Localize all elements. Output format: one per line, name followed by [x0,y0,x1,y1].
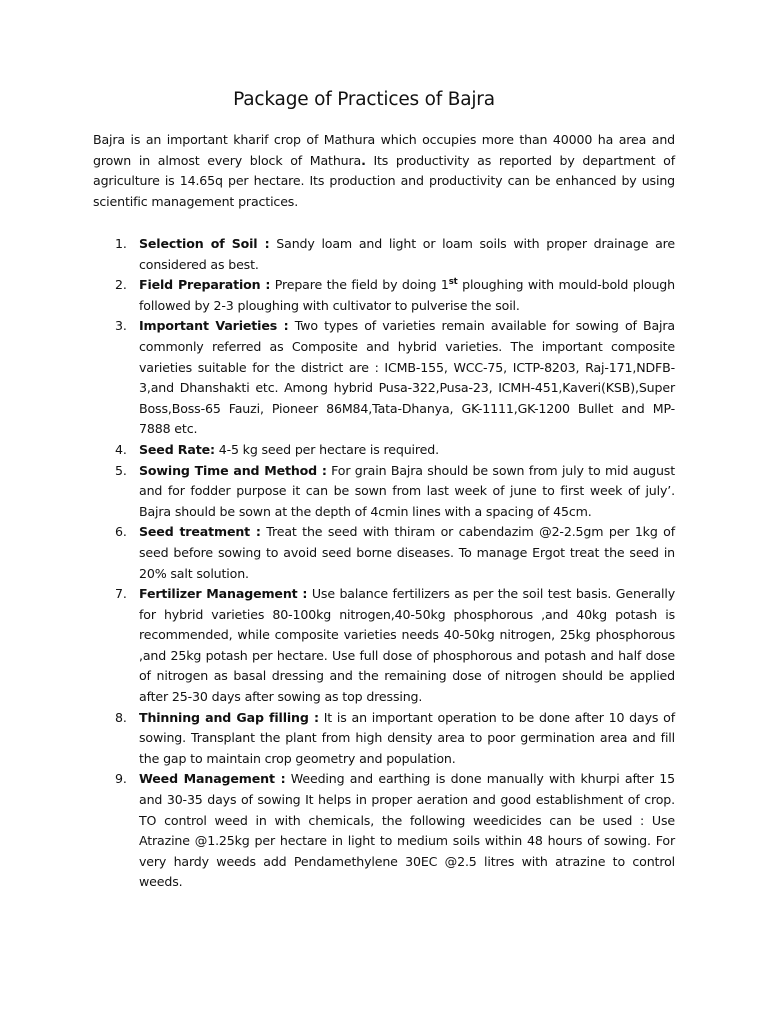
list-item-heading: Seed treatment : [139,524,261,540]
list-item-heading: Fertilizer Management : [139,586,308,602]
list-item-text: 4-5 kg seed per hectare is required. [214,441,439,457]
list-item-number: 3. [115,318,127,334]
list-item-number: 4. [115,441,127,457]
list-item-sowing-time [93,461,675,523]
list-item-heading: Field Preparation : [139,277,271,293]
list-item-selection-of-soil [93,234,675,275]
intro-paragraph [93,130,675,212]
practices-list [93,234,675,893]
list-item-heading: Thinning and Gap filling : [139,709,319,725]
list-item-number: 9. [115,771,127,787]
document-title: Package of Practices of Bajra [233,89,495,110]
list-item-heading: Sowing Time and Method : [139,462,327,478]
superscript: st [448,277,458,287]
list-item-number: 7. [115,586,127,602]
list-item-fertilizer-management [93,584,675,708]
list-item-important-varieties [93,316,675,440]
list-item-text: Sandy loam and light or loam soils with proper drainage are considered as best. [139,236,675,272]
list-item-number: 5. [115,462,127,478]
list-item-number: 2. [115,277,127,293]
list-item-number: 6. [115,524,127,540]
list-item-number: 1. [115,236,127,251]
list-item-seed-rate [93,440,675,461]
intro-period: . [361,152,366,168]
list-item-text-before-sup: Prepare the field by doing 1 [270,277,449,293]
list-item-number: 8. [115,709,127,725]
list-item-text: For grain Bajra should be sown from july to mid august and for fodder purpose it can be sown from last week of june to first week of july’. Bajra should be sown at the depth of 4cmin lines with a spacing of 45cm. [139,462,675,519]
list-item-heading: Selection of Soil : [139,236,270,251]
list-item-heading: Seed Rate: [139,441,215,457]
list-item-text: It is an important operation to be done after 10 days of sowing. Transplant the plant from high density area to poor germination area and fill the gap to maintain crop geometry and population. [139,709,675,766]
list-item-text: Treat the seed with thiram or cabendazim @2-2.5gm per 1kg of seed before sowing to avoid seed borne diseases. To manage Ergot treat the seed in 20% salt solution. [139,524,676,581]
list-item-field-preparation [93,275,675,316]
list-item-heading: Important Varieties : [139,318,289,334]
intro-text-part2: Its productivity as reported by department of agriculture is 14.65q per hectare. Its production and productivity can be enhanced by using scientific management practices. [93,152,675,209]
list-item-heading: Weed Management : [139,771,286,787]
list-item-text: Use balance fertilizers as per the soil test basis. Generally for hybrid varieties 80-100kg nitrogen,40-50kg phosphorous ,and 40kg potash is recommended, while composite varieties needs 40-50kg nitrogen, 25kg phosphorous ,and 25kg potash per hectare. Use full dose of phosphorous and potash and half dose of nitrogen as basal dressing and the remaining dose of nitrogen should be applied after 25-30 days after sowing as top dressing. [139,586,676,705]
list-item-text: ploughing with mould-bold plough followed by 2-3 ploughing with cultivator to pulverise the soil. [139,277,675,313]
list-item-text: Weeding and earthing is done manually with khurpi after 15 and 30-35 days of sowing It helps in proper aeration and good establishment of crop. TO control weed in with chemicals, the following weedicides can be used : Use Atrazine @1.25kg per hectare in light to medium soils within 48 hours of sowing. For very hardy weeds add Pendamethylene 30EC @2.5 litres with atrazine to control weeds. [139,771,675,890]
intro-text-part1: Bajra is an important kharif crop of Mathura which occupies more than 40000 ha area and grown in almost every block of Mathura [93,132,675,168]
list-item-thinning-gap-filling [93,708,675,770]
list-item-weed-management [93,769,675,893]
list-item-seed-treatment [93,522,675,584]
list-item-text: Two types of varieties remain available for sowing of Bajra commonly referred as Composite and hybrid varieties. The important composite varieties suitable for the district are : ICMB-155, WCC-75, ICTP-8203, Raj-171,NDFB-3,and Dhanshakti etc. Among hybrid Pusa-322,Pusa-23, ICMH-451,Kaveri(KSB),Super Boss,Boss-65 Fauzi, Pioneer 86M84,Tata-Dhanya, GK-1111,GK-1200 Bullet and MP-7888 etc. [139,318,675,437]
